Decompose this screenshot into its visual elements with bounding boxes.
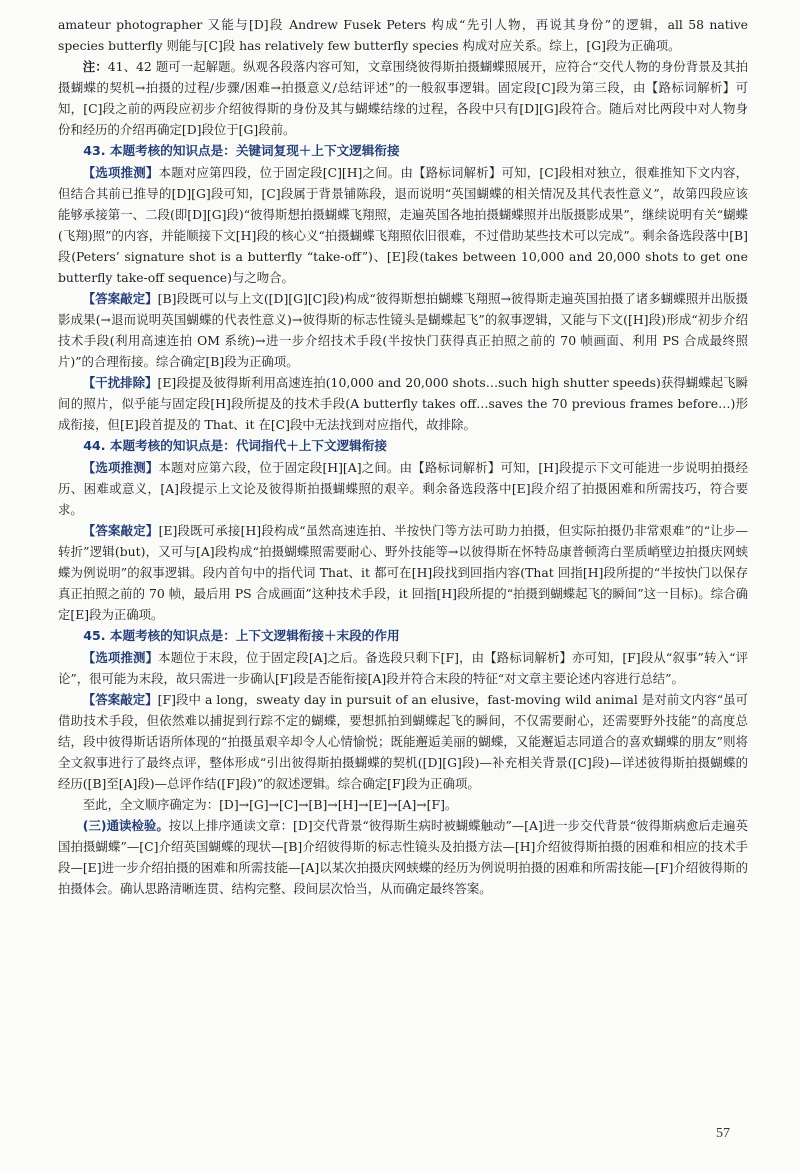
q43-distractor-text: [E]段提及彼得斯利用高速连拍(10,000 and 20,000 shots…such high shutter speeds)获得蝴蝶起飞瞬间的照片，似乎能与固定段[H]段所提及的技术手段(A butterfly takes off…saves the 70 previous frames before…)形成衔接，但[E]段首提及的 That、it 在[C]段中无法找到对应指代，故排除。 [58, 375, 748, 432]
document-body [58, 14, 748, 899]
q44-answer-tag: 【答案敲定】 [82, 523, 159, 538]
question-43-heading: 43. 本题考核的知识点是：关键词复现＋上下文逻辑衔接 [83, 143, 400, 158]
q45-answer [58, 689, 748, 794]
q44-option-inference-tag: 【选项推测】 [82, 460, 159, 475]
final-order: 至此，全文顺序确定为：[D]→[G]→[C]→[B]→[H]→[E]→[A]→[F]。 [82, 797, 458, 812]
q43-distractor [58, 372, 748, 435]
q43-distractor-tag: 【干扰排除】 [82, 375, 158, 390]
q45-option-inference [58, 647, 748, 689]
q45-option-inference-tag: 【选项推测】 [82, 650, 159, 665]
q44-option-inference [58, 457, 748, 520]
q44-answer-text: [E]段既可承接[H]段构成“虽然高速连拍、半按快门等方法可助力拍摄，但实际拍摄仍非常艰难”的“让步—转折”逻辑(but)，又可与[A]段构成“拍摄蝴蝶照需要耐心、野外技能等→以彼得斯在怀特岛康普顿湾白垩质峭壁边拍摄庆网蛱蝶为例说明”的叙事逻辑。段内首句中的指代词 That、it 都可在[H]段找到回指内容(That 回指[H]段所提的“半按快门以保存真正拍照之前的 70 帧，最后用 PS 合成画面”这种技术手段，it 回指[H]段所提的“拍摄到蝴蝶起飞的瞬间”这一目标)。综合确定[E]段为正确项。 [58, 523, 748, 622]
read-through-check-text: 按以上排序通读文章：[D]交代背景“彼得斯生病时被蝴蝶触动”—[A]进一步交代背景“彼得斯病愈后走遍英国拍摄蝴蝶”—[C]介绍英国蝴蝶的现状—[B]介绍彼得斯的标志性镜头及拍摄方法—[H]介绍彼得斯拍摄的困难和相应的技术手段—[E]进一步介绍拍摄的困难和所需技能—[A]以某次拍摄庆网蛱蝶的经历为例说明拍摄的困难和所需技能—[F]介绍彼得斯的拍摄体会。确认思路清晰连贯、结构完整、段间层次恰当，从而确定最终答案。 [58, 818, 748, 896]
q45-answer-text: [F]段中 a long，sweaty day in pursuit of an elusive，fast-moving wild animal 是对前文内容“虽可借助技术手段，但依然难以捕捉到行踪不定的蝴蝶，要想抓拍到蝴蝶起飞的瞬间，不仅需要耐心，还需要野外技能”的高度总结，段中彼得斯话语所体现的“拍摄虽艰辛却令人心情愉悦；既能邂逅美丽的蝴蝶，又能邂逅志同道合的喜欢蝴蝶的朋友”则将全文叙事进行了最终点评，整体形成“引出彼得斯拍摄蝴蝶的契机([D][G]段)—补充相关背景([C]段)—详述彼得斯拍摄蝴蝶的经历([B]至[A]段)—总评作结([F]段)”的叙述逻辑。综合确定[F]段为正确项。 [58, 692, 748, 791]
page-number: 57 [716, 1126, 730, 1141]
q43-answer [58, 288, 748, 372]
read-through-check [58, 815, 748, 899]
note-label: 注： [82, 59, 108, 74]
q45-answer-tag: 【答案敲定】 [82, 692, 158, 707]
note-text: 41、42 题可一起解题。纵观各段落内容可知，文章围绕彼得斯拍摄蝴蝶照展开，应符合“交代人物的身份背景及其拍摄蝴蝶的契机→拍摄的过程/步骤/困难→拍摄意义/总结评述”的一般叙事逻辑。固定段[C]段为第三段，由【路标词解析】可知，[C]段之前的两段应初步介绍彼得斯的身份及其与蝴蝶结缘的过程，各段中只有[D][G]段符合。随后对比两段中对人物身份和经历的介绍再确定[D]段位于[G]段前。 [58, 59, 749, 137]
q43-option-inference [58, 162, 748, 288]
question-45-heading: 45. 本题考核的知识点是：上下文逻辑衔接＋末段的作用 [83, 628, 400, 643]
question-44-heading: 44. 本题考核的知识点是：代词指代＋上下文逻辑衔接 [83, 438, 387, 453]
q43-option-inference-tag: 【选项推测】 [82, 165, 159, 180]
q43-answer-text: [B]段既可以与上文([D][G][C]段)构成“彼得斯想拍蝴蝶飞翔照→彼得斯走遍英国拍摄了诸多蝴蝶照并出版摄影成果(→退而说明英国蝴蝶的代表性意义)→彼得斯的标志性镜头是蝴蝶起飞”的叙事逻辑，又能与下文([H]段)形成“初步介绍技术手段(利用高速连拍 OM 系统)→进一步介绍技术手段(半按快门获得真正拍照之前的 70 帧画面、利用 PS 合成最终照片)”的合理衔接。综合确定[B]段为正确项。 [58, 291, 748, 369]
q44-answer [58, 520, 748, 625]
q43-option-inference-text: 本题对应第四段，位于固定段[C][H]之间。由【路标词解析】可知，[C]段相对独立，很难推知下文内容，但结合其前已推导的[D][G]段可知，[C]段属于背景铺陈段，退而说明“英国蝴蝶的相关情况及其代表性意义”，故第四段应该能够承接第一、二段(即[D][G]段)“彼得斯想拍摄蝴蝶飞翔照，走遍英国各地拍摄蝴蝶照并出版摄影成果”，继续说明有关“蝴蝶(飞翔)照”的内容，并能顺接下文[H]段的核心义“拍摄蝴蝶飞翔照依旧很难，不过借助某些技术可以完成”。剩余备选段落中[B]段(Peters’ signature shot is a butterfly “take-off”)、[E]段(takes between 10,000 and 20,000 shots to get one butterfly take-off sequence)与之吻合。 [58, 165, 748, 285]
paragraph-continuation: amateur photographer 又能与[D]段 Andrew Fusek Peters 构成“先引人物，再说其身份”的逻辑，all 58 native species butterfly 则能与[C]段 has relatively few butterfly species 构成对应关系。综上，[G]段为正确项。 [58, 17, 748, 53]
q43-answer-tag: 【答案敲定】 [82, 291, 158, 306]
note-paragraph [58, 56, 748, 140]
read-through-check-tag: (三)通读检验。 [82, 818, 169, 833]
q44-option-inference-text: 本题对应第六段，位于固定段[H][A]之间。由【路标词解析】可知，[H]段提示下文可能进一步说明拍摄经历、困难或意义，[A]段提示上文论及彼得斯拍摄蝴蝶照的艰辛。剩余备选段落中[E]段介绍了拍摄困难和所需技巧，符合要求。 [58, 460, 748, 517]
q45-option-inference-text: 本题位于末段，位于固定段[A]之后。备选段只剩下[F]，由【路标词解析】亦可知，[F]段从“叙事”转入“评论”，很可能为末段，故只需进一步确认[F]段是否能衔接[A]段并符合末段的特征“对文章主要论述内容进行总结”。 [58, 650, 749, 686]
